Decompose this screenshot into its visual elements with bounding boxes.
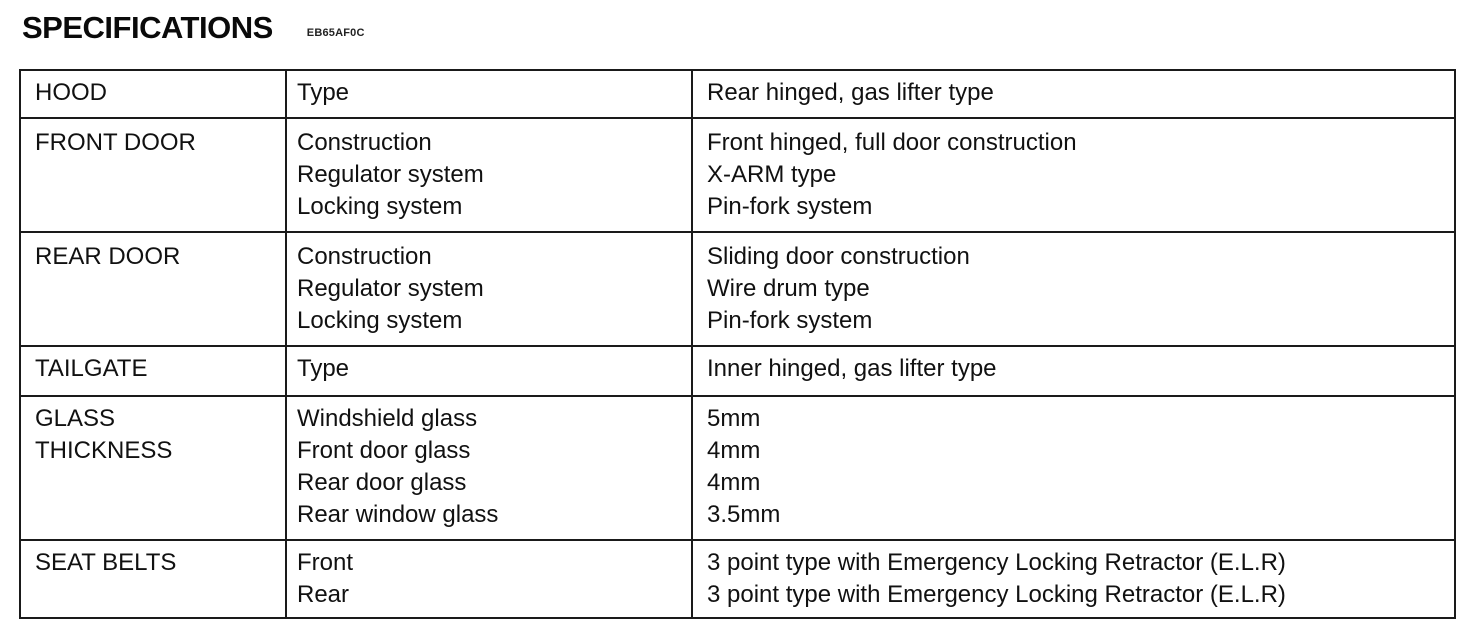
item-label: Front bbox=[297, 549, 354, 576]
value-text: Pin-fork system bbox=[707, 307, 873, 334]
value-text: 4mm bbox=[707, 469, 761, 496]
table-row-seat-belts bbox=[20, 540, 1455, 618]
value-text: X-ARM type bbox=[707, 161, 837, 188]
category-label: THICKNESS bbox=[35, 437, 173, 464]
document-code: EB65AF0C bbox=[306, 27, 365, 39]
value-text: Sliding door construction bbox=[707, 243, 970, 270]
item-cell bbox=[286, 232, 692, 346]
category-cell bbox=[20, 70, 286, 118]
table-row-tailgate bbox=[20, 346, 1455, 396]
category-cell bbox=[20, 396, 286, 540]
value-text: 3 point type with Emergency Locking Retractor (E.L.R) bbox=[707, 549, 1286, 576]
item-label: Type bbox=[297, 355, 350, 382]
category-label: SEAT BELTS bbox=[35, 549, 177, 576]
value-cell bbox=[692, 70, 1455, 118]
category-cell bbox=[20, 346, 286, 396]
value-cell bbox=[692, 396, 1455, 540]
item-cell bbox=[286, 118, 692, 232]
category-label: REAR DOOR bbox=[35, 243, 181, 270]
value-text: Wire drum type bbox=[707, 275, 870, 302]
value-text: 3 point type with Emergency Locking Retractor (E.L.R) bbox=[707, 581, 1286, 608]
page-header bbox=[22, 8, 365, 48]
value-text: Front hinged, full door construction bbox=[707, 129, 1077, 156]
table-row-hood bbox=[20, 70, 1455, 118]
item-label: Rear bbox=[297, 581, 350, 608]
value-cell bbox=[692, 346, 1455, 396]
item-label: Regulator system bbox=[297, 161, 484, 188]
value-text: Pin-fork system bbox=[707, 193, 873, 220]
item-label: Regulator system bbox=[297, 275, 484, 302]
value-cell bbox=[692, 232, 1455, 346]
item-label: Rear door glass bbox=[297, 469, 467, 496]
category-label: TAILGATE bbox=[35, 355, 148, 382]
value-text: 5mm bbox=[707, 405, 761, 432]
value-text: 3.5mm bbox=[707, 501, 781, 528]
item-label: Locking system bbox=[297, 307, 463, 334]
category-label: HOOD bbox=[35, 79, 107, 106]
specifications-table bbox=[19, 69, 1456, 619]
item-label: Construction bbox=[297, 129, 432, 156]
item-label: Windshield glass bbox=[297, 405, 478, 432]
value-cell bbox=[692, 540, 1455, 618]
table-row-rear-door bbox=[20, 232, 1455, 346]
item-label: Front door glass bbox=[297, 437, 471, 464]
item-cell bbox=[286, 70, 692, 118]
category-cell bbox=[20, 118, 286, 232]
value-text: Rear hinged, gas lifter type bbox=[707, 79, 994, 106]
value-text: Inner hinged, gas lifter type bbox=[707, 355, 997, 382]
item-label: Construction bbox=[297, 243, 432, 270]
category-cell bbox=[20, 232, 286, 346]
table-row-front-door bbox=[20, 118, 1455, 232]
category-label: GLASS bbox=[35, 405, 116, 432]
page-title: SPECIFICATIONS bbox=[22, 10, 273, 45]
item-cell bbox=[286, 346, 692, 396]
category-label: FRONT DOOR bbox=[35, 129, 196, 156]
category-cell bbox=[20, 540, 286, 618]
item-label: Type bbox=[297, 79, 350, 106]
value-cell bbox=[692, 118, 1455, 232]
item-label: Locking system bbox=[297, 193, 463, 220]
item-label: Rear window glass bbox=[297, 501, 499, 528]
table-row-glass-thickness bbox=[20, 396, 1455, 540]
item-cell bbox=[286, 396, 692, 540]
value-text: 4mm bbox=[707, 437, 761, 464]
item-cell bbox=[286, 540, 692, 618]
